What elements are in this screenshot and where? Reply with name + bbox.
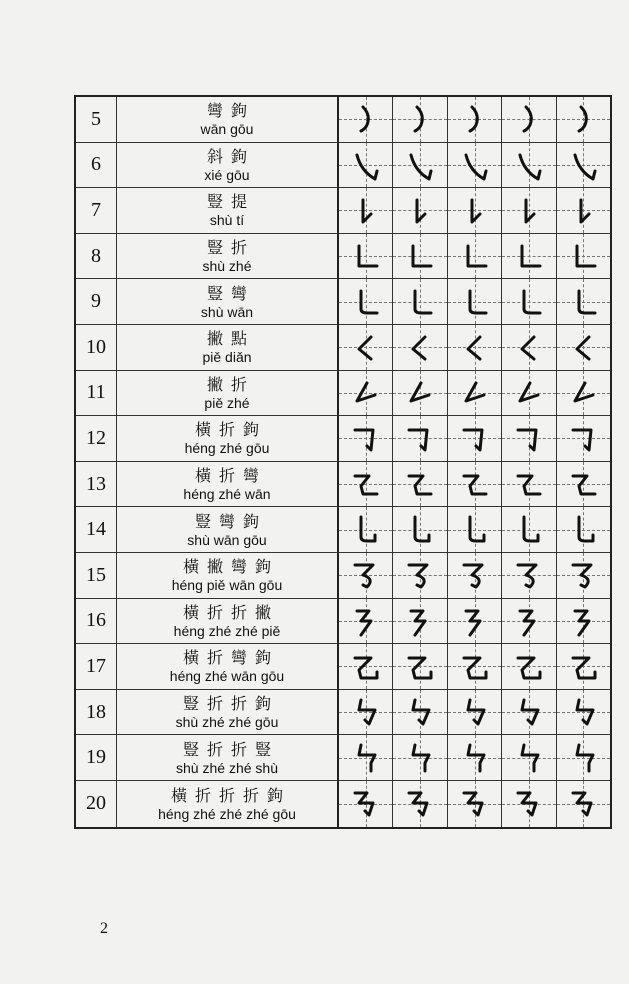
practice-cell — [557, 644, 610, 689]
heng-pie-wan-gou-stroke-icon — [456, 557, 492, 593]
pie-dian-stroke-icon — [565, 329, 601, 365]
heng-zhe-zhe-pie-stroke-icon — [456, 603, 492, 639]
shu-zhe-stroke-icon — [565, 238, 601, 274]
xie-gou-stroke-icon — [510, 147, 546, 183]
practice-cells — [339, 143, 610, 188]
stroke-name-chinese: 豎折折豎 — [182, 739, 279, 759]
heng-zhe-zhe-pie-stroke-icon — [401, 603, 437, 639]
stroke-name-cell — [117, 97, 339, 142]
practice-cell — [339, 735, 393, 780]
stroke-row — [76, 416, 610, 462]
practice-cell — [448, 416, 502, 461]
practice-cell — [502, 553, 556, 598]
practice-cell — [448, 781, 502, 827]
heng-zhe-zhe-zhe-gou-stroke-icon — [565, 785, 601, 821]
row-number: 11 — [76, 371, 117, 416]
xie-gou-stroke-icon — [401, 147, 437, 183]
shu-zhe-zhe-gou-stroke-icon — [347, 694, 383, 730]
practice-cell — [393, 781, 447, 827]
stroke-name-pinyin: héng zhé wān gōu — [169, 668, 285, 685]
practice-cell — [557, 599, 610, 644]
practice-cell — [393, 97, 447, 142]
practice-cell — [448, 325, 502, 370]
stroke-name-pinyin: héng zhé gōu — [184, 440, 270, 457]
pie-dian-stroke-icon — [510, 329, 546, 365]
heng-zhe-gou-stroke-icon — [456, 420, 492, 456]
practice-cell — [448, 735, 502, 780]
practice-cell — [448, 234, 502, 279]
practice-cell — [393, 143, 447, 188]
row-number: 15 — [76, 553, 117, 598]
stroke-row — [76, 781, 610, 827]
heng-pie-wan-gou-stroke-icon — [347, 557, 383, 593]
practice-cell — [339, 234, 393, 279]
practice-cells — [339, 462, 610, 507]
practice-cell — [339, 97, 393, 142]
shu-ti-stroke-icon — [456, 192, 492, 228]
practice-cell — [339, 279, 393, 324]
xie-gou-stroke-icon — [456, 147, 492, 183]
practice-cell — [557, 507, 610, 552]
stroke-name-pinyin: shù zhé zhé shù — [176, 759, 278, 776]
stroke-row — [76, 507, 610, 553]
stroke-row — [76, 462, 610, 508]
practice-cell — [393, 690, 447, 735]
practice-cell — [393, 599, 447, 644]
practice-cell — [502, 416, 556, 461]
stroke-row — [76, 644, 610, 690]
practice-cell — [393, 371, 447, 416]
practice-cell — [557, 234, 610, 279]
practice-cell — [393, 553, 447, 598]
heng-zhe-zhe-pie-stroke-icon — [510, 603, 546, 639]
shu-zhe-stroke-icon — [456, 238, 492, 274]
stroke-name-chinese: 豎提 — [206, 192, 255, 212]
row-number: 16 — [76, 599, 117, 644]
stroke-name-pinyin: shù zhé — [202, 258, 252, 275]
heng-zhe-wan-gou-stroke-icon — [401, 648, 437, 684]
practice-cell — [557, 279, 610, 324]
practice-cell — [557, 553, 610, 598]
shu-zhe-stroke-icon — [401, 238, 437, 274]
row-number: 9 — [76, 279, 117, 324]
shu-ti-stroke-icon — [565, 192, 601, 228]
stroke-row — [76, 735, 610, 781]
stroke-name-pinyin: shù wān — [200, 303, 254, 320]
stroke-name-pinyin: shù wān gōu — [187, 531, 267, 548]
heng-pie-wan-gou-stroke-icon — [565, 557, 601, 593]
practice-cell — [339, 644, 393, 689]
shu-zhe-zhe-gou-stroke-icon — [565, 694, 601, 730]
stroke-row — [76, 234, 610, 280]
practice-cell — [557, 97, 610, 142]
stroke-row — [76, 188, 610, 234]
heng-zhe-zhe-zhe-gou-stroke-icon — [347, 785, 383, 821]
stroke-name-chinese: 橫撇彎鉤 — [182, 557, 279, 577]
practice-cells — [339, 553, 610, 598]
shu-wan-stroke-icon — [456, 283, 492, 319]
stroke-name-chinese: 橫折折折鉤 — [170, 785, 291, 805]
practice-cells — [339, 735, 610, 780]
stroke-name-cell — [117, 371, 339, 416]
stroke-row — [76, 143, 610, 189]
row-number: 8 — [76, 234, 117, 279]
shu-wan-stroke-icon — [401, 283, 437, 319]
practice-cell — [557, 781, 610, 827]
shu-zhe-zhe-shu-stroke-icon — [510, 739, 546, 775]
shu-wan-gou-stroke-icon — [565, 511, 601, 547]
stroke-name-pinyin: héng zhé zhé piě — [173, 622, 281, 639]
practice-cell — [339, 143, 393, 188]
heng-zhe-wan-stroke-icon — [510, 466, 546, 502]
row-number: 13 — [76, 462, 117, 507]
stroke-name-cell — [117, 781, 339, 827]
practice-cell — [502, 507, 556, 552]
practice-cells — [339, 325, 610, 370]
stroke-name-pinyin: xié gōu — [204, 166, 250, 183]
stroke-row — [76, 690, 610, 736]
shu-wan-stroke-icon — [565, 283, 601, 319]
shu-zhe-zhe-shu-stroke-icon — [456, 739, 492, 775]
row-number: 14 — [76, 507, 117, 552]
stroke-name-pinyin: piě zhé — [204, 394, 250, 411]
shu-zhe-zhe-shu-stroke-icon — [565, 739, 601, 775]
stroke-name-cell — [117, 690, 339, 735]
stroke-name-cell — [117, 462, 339, 507]
practice-cells — [339, 279, 610, 324]
practice-cell — [448, 462, 502, 507]
practice-cell — [557, 143, 610, 188]
stroke-name-cell — [117, 143, 339, 188]
heng-zhe-wan-stroke-icon — [347, 466, 383, 502]
stroke-name-chinese: 撇折 — [206, 374, 255, 394]
practice-cell — [557, 188, 610, 233]
heng-zhe-gou-stroke-icon — [347, 420, 383, 456]
shu-ti-stroke-icon — [347, 192, 383, 228]
shu-wan-gou-stroke-icon — [456, 511, 492, 547]
shu-zhe-stroke-icon — [347, 238, 383, 274]
shu-zhe-stroke-icon — [510, 238, 546, 274]
shu-wan-stroke-icon — [347, 283, 383, 319]
page-number: 2 — [100, 920, 108, 937]
stroke-name-cell — [117, 279, 339, 324]
shu-wan-gou-stroke-icon — [347, 511, 383, 547]
stroke-name-chinese: 橫折鉤 — [194, 420, 267, 440]
stroke-name-cell — [117, 234, 339, 279]
practice-cell — [339, 599, 393, 644]
practice-cell — [502, 599, 556, 644]
stroke-name-chinese: 橫折彎鉤 — [182, 648, 279, 668]
xie-gou-stroke-icon — [565, 147, 601, 183]
xie-gou-stroke-icon — [347, 147, 383, 183]
stroke-name-cell — [117, 599, 339, 644]
practice-cell — [502, 462, 556, 507]
stroke-name-chinese: 撇點 — [206, 329, 255, 349]
pie-zhe-stroke-icon — [401, 375, 437, 411]
shu-ti-stroke-icon — [510, 192, 546, 228]
heng-zhe-zhe-pie-stroke-icon — [347, 603, 383, 639]
heng-zhe-wan-gou-stroke-icon — [565, 648, 601, 684]
stroke-name-pinyin: shù zhé zhé gōu — [175, 714, 279, 731]
stroke-table — [74, 95, 612, 829]
stroke-name-pinyin: shù tí — [209, 212, 245, 229]
practice-cell — [339, 325, 393, 370]
shu-zhe-zhe-shu-stroke-icon — [347, 739, 383, 775]
wan-gou-stroke-icon — [347, 101, 383, 137]
stroke-name-pinyin: héng zhé zhé zhé gōu — [158, 805, 296, 822]
practice-cell — [339, 553, 393, 598]
practice-cell — [502, 644, 556, 689]
heng-zhe-wan-gou-stroke-icon — [347, 648, 383, 684]
practice-cells — [339, 97, 610, 142]
stroke-name-chinese: 豎折 — [206, 238, 255, 258]
practice-cell — [502, 188, 556, 233]
pie-dian-stroke-icon — [347, 329, 383, 365]
stroke-row — [76, 325, 610, 371]
shu-zhe-zhe-shu-stroke-icon — [401, 739, 437, 775]
practice-cell — [448, 644, 502, 689]
heng-zhe-wan-stroke-icon — [565, 466, 601, 502]
heng-zhe-gou-stroke-icon — [510, 420, 546, 456]
practice-cell — [393, 416, 447, 461]
practice-cell — [448, 188, 502, 233]
heng-zhe-zhe-pie-stroke-icon — [565, 603, 601, 639]
practice-cell — [448, 279, 502, 324]
stroke-name-cell — [117, 507, 339, 552]
wan-gou-stroke-icon — [401, 101, 437, 137]
shu-zhe-zhe-gou-stroke-icon — [510, 694, 546, 730]
stroke-name-cell — [117, 188, 339, 233]
practice-cell — [339, 416, 393, 461]
practice-cell — [502, 234, 556, 279]
pie-zhe-stroke-icon — [510, 375, 546, 411]
heng-zhe-wan-stroke-icon — [401, 466, 437, 502]
heng-zhe-zhe-zhe-gou-stroke-icon — [456, 785, 492, 821]
stroke-row — [76, 599, 610, 645]
practice-cells — [339, 690, 610, 735]
practice-cell — [339, 690, 393, 735]
practice-cell — [448, 690, 502, 735]
stroke-name-cell — [117, 325, 339, 370]
row-number: 7 — [76, 188, 117, 233]
practice-cell — [448, 371, 502, 416]
shu-ti-stroke-icon — [401, 192, 437, 228]
row-number: 5 — [76, 97, 117, 142]
practice-cell — [393, 507, 447, 552]
practice-cell — [557, 325, 610, 370]
practice-cell — [502, 279, 556, 324]
stroke-name-pinyin: wān gōu — [200, 121, 254, 138]
stroke-name-cell — [117, 416, 339, 461]
stroke-row — [76, 279, 610, 325]
stroke-name-chinese: 斜鉤 — [206, 146, 255, 166]
stroke-name-chinese: 橫折彎 — [194, 466, 267, 486]
row-number: 6 — [76, 143, 117, 188]
stroke-name-chinese: 豎彎 — [206, 283, 255, 303]
practice-cell — [557, 416, 610, 461]
heng-zhe-zhe-zhe-gou-stroke-icon — [510, 785, 546, 821]
pie-zhe-stroke-icon — [347, 375, 383, 411]
practice-cell — [502, 735, 556, 780]
practice-cell — [448, 143, 502, 188]
pie-dian-stroke-icon — [401, 329, 437, 365]
shu-zhe-zhe-gou-stroke-icon — [456, 694, 492, 730]
practice-cell — [448, 97, 502, 142]
practice-cell — [557, 462, 610, 507]
row-number: 19 — [76, 735, 117, 780]
heng-zhe-gou-stroke-icon — [565, 420, 601, 456]
stroke-name-cell — [117, 553, 339, 598]
shu-wan-gou-stroke-icon — [401, 511, 437, 547]
practice-cells — [339, 644, 610, 689]
shu-zhe-zhe-gou-stroke-icon — [401, 694, 437, 730]
row-number: 20 — [76, 781, 117, 827]
row-number: 18 — [76, 690, 117, 735]
stroke-row — [76, 371, 610, 417]
practice-cell — [502, 143, 556, 188]
practice-cell — [393, 279, 447, 324]
stroke-name-pinyin: héng zhé wān — [183, 486, 271, 503]
practice-cells — [339, 781, 610, 827]
practice-cell — [448, 507, 502, 552]
practice-cells — [339, 599, 610, 644]
practice-cell — [393, 462, 447, 507]
practice-cell — [557, 735, 610, 780]
row-number: 12 — [76, 416, 117, 461]
practice-cell — [502, 781, 556, 827]
stroke-name-chinese: 豎彎鉤 — [194, 511, 267, 531]
practice-cell — [502, 371, 556, 416]
stroke-name-pinyin: héng piě wān gōu — [171, 577, 283, 594]
practice-cell — [339, 188, 393, 233]
heng-zhe-zhe-zhe-gou-stroke-icon — [401, 785, 437, 821]
shu-wan-gou-stroke-icon — [510, 511, 546, 547]
practice-cells — [339, 188, 610, 233]
practice-cell — [448, 599, 502, 644]
practice-cell — [393, 735, 447, 780]
heng-zhe-wan-gou-stroke-icon — [510, 648, 546, 684]
practice-cell — [557, 690, 610, 735]
practice-cell — [448, 553, 502, 598]
pie-dian-stroke-icon — [456, 329, 492, 365]
wan-gou-stroke-icon — [456, 101, 492, 137]
practice-cell — [339, 462, 393, 507]
practice-cell — [393, 325, 447, 370]
stroke-name-chinese: 橫折折撇 — [182, 602, 279, 622]
heng-zhe-gou-stroke-icon — [401, 420, 437, 456]
practice-cells — [339, 234, 610, 279]
practice-cell — [502, 325, 556, 370]
practice-cell — [393, 188, 447, 233]
wan-gou-stroke-icon — [510, 101, 546, 137]
pie-zhe-stroke-icon — [456, 375, 492, 411]
practice-cell — [502, 690, 556, 735]
stroke-name-cell — [117, 735, 339, 780]
stroke-name-chinese: 豎折折鉤 — [182, 694, 279, 714]
row-number: 17 — [76, 644, 117, 689]
practice-cell — [339, 371, 393, 416]
wan-gou-stroke-icon — [565, 101, 601, 137]
heng-pie-wan-gou-stroke-icon — [510, 557, 546, 593]
practice-cells — [339, 416, 610, 461]
heng-zhe-wan-stroke-icon — [456, 466, 492, 502]
pie-zhe-stroke-icon — [565, 375, 601, 411]
practice-cell — [339, 507, 393, 552]
practice-cell — [393, 234, 447, 279]
practice-cells — [339, 371, 610, 416]
row-number: 10 — [76, 325, 117, 370]
practice-cell — [339, 781, 393, 827]
heng-zhe-wan-gou-stroke-icon — [456, 648, 492, 684]
stroke-name-cell — [117, 644, 339, 689]
practice-cell — [393, 644, 447, 689]
stroke-name-chinese: 彎鉤 — [206, 101, 255, 121]
stroke-row — [76, 97, 610, 143]
heng-pie-wan-gou-stroke-icon — [401, 557, 437, 593]
stroke-row — [76, 553, 610, 599]
practice-cell — [502, 97, 556, 142]
practice-cells — [339, 507, 610, 552]
stroke-name-pinyin: piě diǎn — [202, 349, 252, 366]
practice-cell — [557, 371, 610, 416]
shu-wan-stroke-icon — [510, 283, 546, 319]
